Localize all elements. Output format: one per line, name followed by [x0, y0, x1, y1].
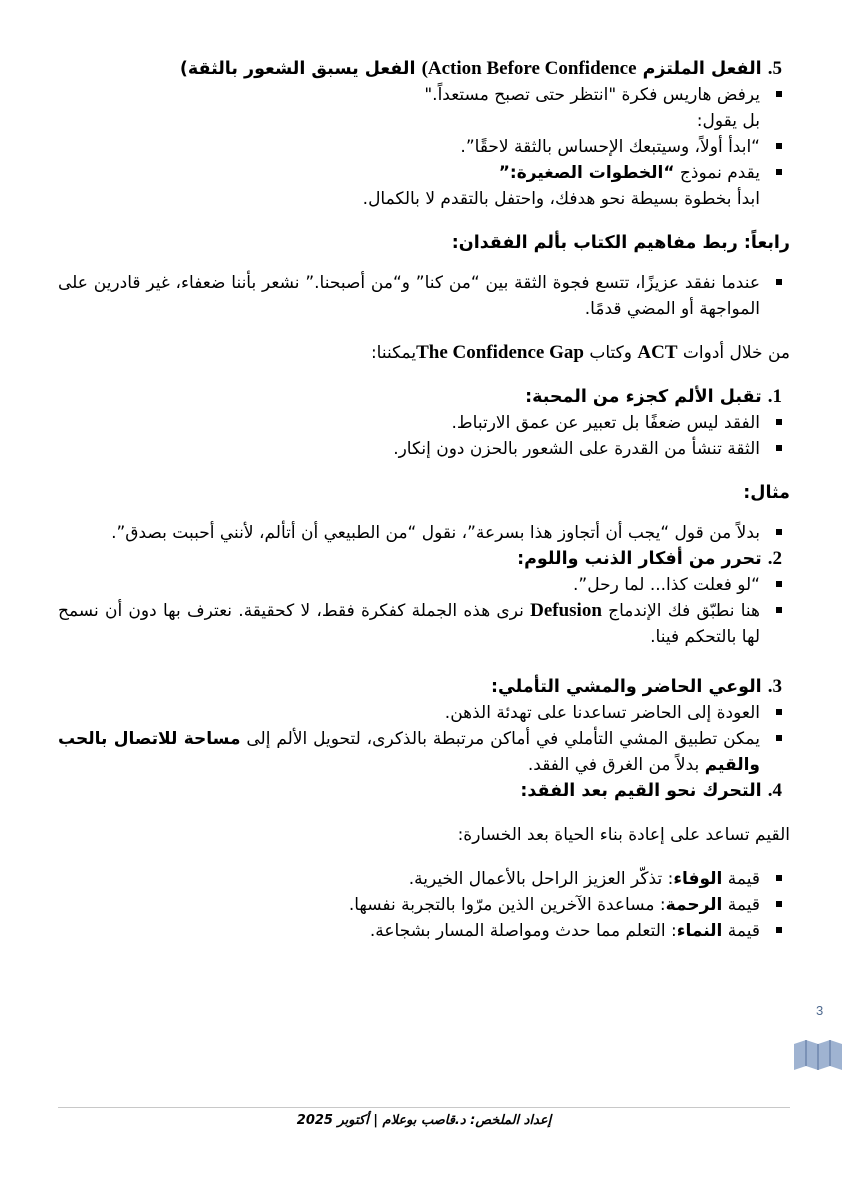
- text-span: : التعلم مما حدث ومواصلة المسار بشجاعة.: [369, 921, 677, 941]
- act-term: ACT: [637, 342, 678, 363]
- section-4-title: رابعاً: ربط مفاهيم الكتاب بألم الفقدان:: [451, 233, 790, 253]
- item-2-title: تحرر من أفكار الذنب واللوم:: [517, 549, 762, 569]
- page-number: 3: [816, 1003, 824, 1018]
- footer-credit: إعداد الملخص: د.قاصب بوعلام | أكتوبر 2025: [296, 1113, 552, 1128]
- text-span: وكتاب: [583, 343, 638, 363]
- section-4-list: [58, 270, 790, 322]
- bold-span: الرحمة: [665, 895, 723, 915]
- list-item: [58, 726, 790, 778]
- text-span: نرى هذه الجملة كفكرة فقط، لا كحقيقة. نعترف بها دون أن نسمح لها بالتحكم فينا.: [58, 601, 760, 647]
- item-1-list: [58, 410, 790, 462]
- item-3-list: [58, 700, 790, 778]
- section-5-title-tail: الفعل يسبق الشعور بالثقة): [179, 59, 416, 79]
- bold-span: مساحة للاتصال بالحب والقيم: [58, 729, 760, 775]
- item-4-number: 4.: [767, 780, 782, 801]
- section-5-title-en: (Action Before Confidence: [421, 58, 637, 79]
- item-3-title: الوعي الحاضر والمشي التأملي:: [490, 677, 762, 697]
- list-item: الفقد ليس ضعفًا بل تعبير عن عمق الارتباط.: [58, 410, 790, 436]
- text-span: بدلاً من الغرق في الفقد.: [527, 755, 705, 775]
- text-span: قيمة: [722, 921, 760, 941]
- item-1-title: تقبل الألم كجزء من المحبة:: [525, 387, 762, 407]
- item-2-heading: [58, 546, 790, 572]
- item-2-number: 2.: [767, 548, 782, 569]
- values-list: [58, 866, 790, 944]
- list-item: بدلاً من قول “يجب أن أتجاوز هذا بسرعة”، نقول “من الطبيعي أن أتألم، لأنني أحببت بصدق”.: [58, 520, 790, 546]
- plain-line: ابدأ بخطوة بسيطة نحو هدفك، واحتفل بالتقدم لا بالكمال.: [362, 189, 760, 209]
- text-span: يمكن تطبيق المشي التأملي في أماكن مرتبطة بالذكرى، لتحويل الألم إلى: [240, 729, 760, 749]
- intro-line: [58, 340, 790, 366]
- bold-span: “الخطوات الصغيرة:”: [498, 163, 675, 183]
- list-item: [58, 866, 790, 892]
- book-title: The Confidence Gap: [416, 342, 584, 363]
- item-4-heading: [58, 778, 790, 804]
- item-2-list: [58, 572, 790, 650]
- bold-span: الوفاء: [673, 869, 723, 889]
- example-list: [58, 520, 790, 546]
- text-span: يقدم نموذج: [674, 163, 760, 183]
- list-item: [58, 918, 790, 944]
- item-4-title: التحرك نحو القيم بعد الفقد:: [520, 781, 762, 801]
- text-span: : مساعدة الآخرين الذين مرّوا بالتجربة نفسها.: [348, 895, 666, 915]
- page-body: [58, 56, 790, 944]
- item-1-heading: [58, 384, 790, 410]
- text-span: : تذكّر العزيز الراحل بالأعمال الخيرية.: [408, 869, 674, 889]
- text-span: هنا نطبّق فك الإندماج: [601, 601, 760, 621]
- list-item: الثقة تنشأ من القدرة على الشعور بالحزن دون إنكار.: [58, 436, 790, 462]
- text-span: قيمة: [722, 895, 760, 915]
- bold-span: النماء: [676, 921, 723, 941]
- list-item: [58, 892, 790, 918]
- section-5-title: الفعل الملتزم: [642, 59, 762, 79]
- section-5-number: 5.: [767, 58, 782, 79]
- item-3-number: 3.: [767, 676, 782, 697]
- list-item: [58, 160, 790, 186]
- list-item: “ابدأ أولاً، وسيتبعك الإحساس بالثقة لاحقًا”.: [58, 134, 790, 160]
- list-item: [58, 598, 790, 650]
- list-item: العودة إلى الحاضر تساعدنا على تهدئة الذهن.: [58, 700, 790, 726]
- page-corner-decoration-icon: [792, 1036, 844, 1076]
- section-5-list-2: [58, 134, 790, 186]
- text-span: من خلال أدوات: [677, 343, 790, 363]
- values-intro: القيم تساعد على إعادة بناء الحياة بعد الخسارة:: [457, 825, 790, 845]
- defusion-term: Defusion: [530, 600, 602, 621]
- list-item: “لو فعلت كذا... لما رحل”.: [58, 572, 790, 598]
- footer-divider: [58, 1107, 790, 1108]
- section-5-heading: [58, 56, 790, 82]
- item-1-number: 1.: [767, 386, 782, 407]
- list-item: عندما نفقد عزيزًا، تتسع فجوة الثقة بين “من كنا” و“من أصبحنا.” نشعر بأننا ضعفاء، غير قادرين على المواجهة أو المضي قدمًا.: [58, 270, 790, 322]
- text-span: قيمة: [722, 869, 760, 889]
- list-item: يرفض هاريس فكرة "انتظر حتى تصبح مستعداً.": [58, 82, 790, 108]
- item-3-heading: [58, 674, 790, 700]
- section-5-list: [58, 82, 790, 108]
- example-label: مثال:: [743, 483, 790, 503]
- plain-line: بل يقول:: [696, 111, 760, 131]
- text-span: يمكننا:: [370, 343, 417, 363]
